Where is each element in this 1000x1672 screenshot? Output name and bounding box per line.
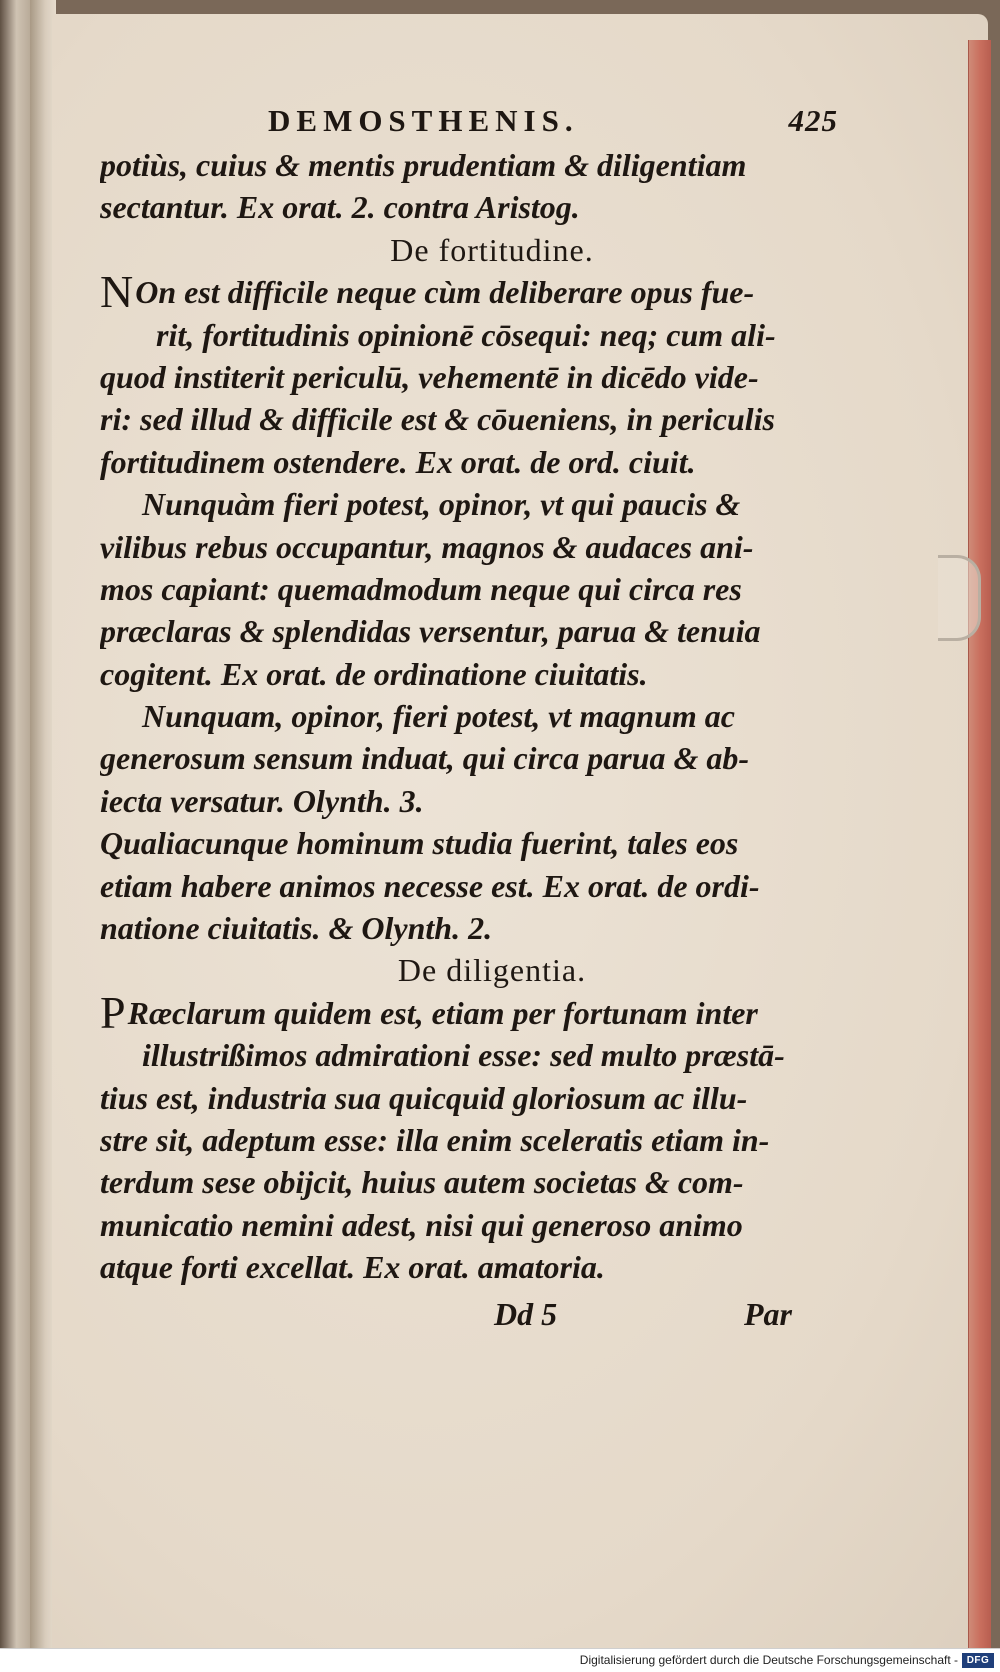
line-text: Nunquàm fieri potest, opinor, vt qui paucis & — [142, 486, 741, 523]
line-text: mos capiant: quemadmodum neque qui circa res — [100, 570, 742, 607]
line-text: tius est, industria sua quicquid gloriosum ac illu- — [100, 1079, 748, 1116]
red-fore-edge — [968, 40, 991, 1648]
line-text: On est difficile neque cùm deliberare opus fue- — [135, 274, 755, 311]
footer-credit: Digitalisierung gefördert durch die Deutsche Forschungsgemeinschaft - — [579, 1653, 958, 1667]
initial-letter: N — [100, 271, 134, 314]
line-text: Qualiacunque hominum studia fuerint, tales eos — [100, 825, 739, 862]
text-line — [100, 271, 844, 313]
text-line — [100, 695, 844, 737]
running-head — [100, 100, 844, 144]
line-text: Nunquam, opinor, fieri potest, vt magnum ac — [142, 698, 735, 735]
line-text: sectantur. Ex orat. 2. contra Aristog. — [100, 189, 580, 226]
dfg-logo: DFG — [962, 1653, 994, 1668]
text-line — [100, 737, 844, 779]
text-line — [100, 526, 844, 568]
text-line — [100, 1161, 844, 1203]
text-line — [100, 1119, 844, 1161]
signature-mark: Dd 5 — [494, 1295, 558, 1332]
line-text: natione ciuitatis. & Olynth. 2. — [100, 910, 493, 947]
facing-page-edge — [0, 0, 30, 1648]
digitization-footer — [0, 1648, 1000, 1672]
text-line — [100, 441, 844, 483]
text-line — [100, 1246, 844, 1288]
line-text: cogitent. Ex orat. de ordinatione ciuitatis. — [100, 655, 648, 692]
text-line — [100, 610, 844, 652]
line-text: fortitudinem ostendere. Ex orat. de ord. ciuit. — [100, 443, 696, 480]
line-text: municatio nemini adest, nisi qui generoso animo — [100, 1206, 743, 1243]
text-line — [100, 144, 844, 186]
line-text: etiam habere animos necesse est. Ex orat. de ordi- — [100, 867, 760, 904]
text-line — [100, 907, 844, 949]
text-block — [100, 100, 844, 1335]
text-line — [100, 1034, 844, 1076]
text-line — [100, 822, 844, 864]
catchword: Par — [744, 1295, 792, 1332]
text-line — [100, 653, 844, 695]
line-text: quod institerit periculū, vehementē in dicēdo vide- — [100, 358, 759, 395]
text-line — [100, 1204, 844, 1246]
bookmark-tab — [938, 555, 981, 641]
body-text — [100, 144, 844, 1289]
text-line — [100, 568, 844, 610]
text-line — [100, 483, 844, 525]
text-line — [100, 865, 844, 907]
line-text: potiùs, cuius & mentis prudentiam & diligentiam — [100, 147, 747, 183]
text-line — [100, 1077, 844, 1119]
line-text: illustrißimos admirationi esse: sed multo præstā- — [142, 1037, 785, 1074]
book-page — [52, 14, 988, 1648]
line-text: rit, fortitudinis opinionē cōsequi: neq; cum ali- — [156, 316, 776, 353]
line-text: præclaras & splendidas versentur, parua & tenuia — [100, 613, 761, 650]
line-text: terdum sese obijcit, huius autem societas & com- — [100, 1164, 744, 1201]
text-line — [100, 186, 844, 228]
line-text: stre sit, adeptum esse: illa enim sceleratis etiam in- — [100, 1121, 770, 1158]
text-line — [100, 356, 844, 398]
text-line — [100, 992, 844, 1034]
page-number: 425 — [788, 103, 838, 138]
line-text: generosum sensum induat, qui circa parua & ab- — [100, 740, 749, 777]
line-text: Ræclarum quidem est, etiam per fortunam inter — [127, 994, 758, 1031]
line-text: ri: sed illud & difficile est & cōueniens, in periculis — [100, 401, 775, 438]
line-text: atque forti excellat. Ex orat. amatoria. — [100, 1249, 605, 1286]
catchline — [100, 1289, 844, 1335]
section-heading: De fortitudine. — [390, 231, 594, 268]
line-text: vilibus rebus occupantur, magnos & audaces ani- — [100, 528, 754, 565]
line-text: iecta versatur. Olynth. 3. — [100, 782, 424, 819]
running-head-title: DEMOSTHENIS. — [268, 103, 579, 138]
text-line — [100, 314, 844, 356]
initial-letter: P — [100, 991, 126, 1035]
section-heading: De diligentia. — [397, 952, 587, 989]
text-line — [100, 398, 844, 440]
text-line — [100, 780, 844, 822]
